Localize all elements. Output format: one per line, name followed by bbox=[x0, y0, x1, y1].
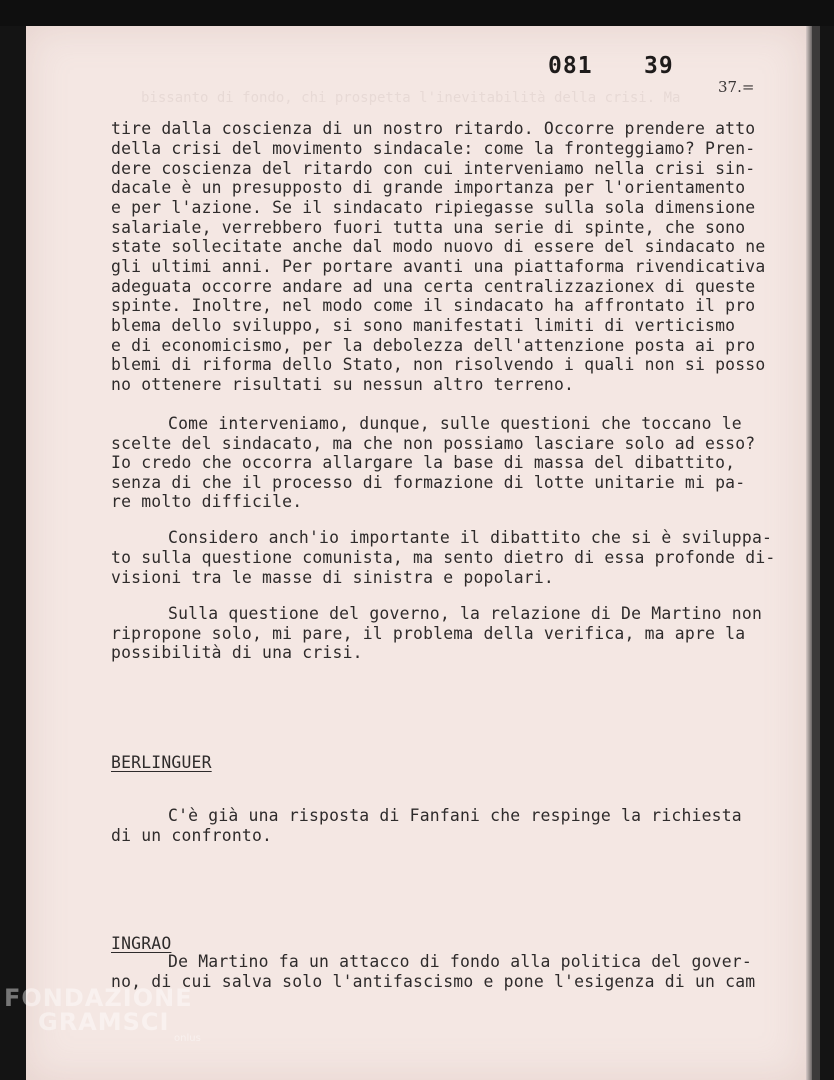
page-number-secondary: 39 bbox=[644, 53, 674, 79]
scan-background-right bbox=[812, 26, 820, 1080]
scan-background-top bbox=[0, 0, 834, 26]
text-line: Considero anch'io importante il dibattito che si è sviluppa- bbox=[168, 528, 773, 547]
text-line: dere coscienza del ritardo con cui interveniamo nella crisi sin- bbox=[111, 159, 756, 178]
text-line: spinte. Inoltre, nel modo come il sindacato ha affrontato il pro bbox=[111, 296, 756, 315]
text-line: e per l'azione. Se il sindacato ripiegasse sulla sola dimensione bbox=[111, 198, 756, 217]
text-line: visioni tra le masse di sinistra e popolari. bbox=[111, 568, 554, 587]
watermark-line: GRAMSCI bbox=[38, 1008, 170, 1036]
text-line: Io credo che occorra allargare la base di massa del dibattito, bbox=[111, 453, 736, 472]
text-line: di un confronto. bbox=[111, 826, 273, 845]
text-line: to sulla questione comunista, ma sento dietro di essa profonde di- bbox=[111, 548, 776, 567]
text-line: no ottenere risultati su nessun altro terreno. bbox=[111, 375, 575, 394]
text-line: scelte del sindacato, ma che non possiamo lasciare solo ad esso? bbox=[111, 434, 756, 453]
text-line: adeguata occorre andare ad una certa centralizzazionex di queste bbox=[111, 277, 756, 296]
text-line: state sollecitate anche dal modo nuovo di essere del sindacato ne bbox=[111, 237, 766, 256]
speaker-name: INGRAO bbox=[111, 934, 172, 953]
handwritten-page-number: 37.= bbox=[718, 78, 755, 96]
text-line: possibilità di una crisi. bbox=[111, 643, 363, 662]
text-line: gli ultimi anni. Per portare avanti una piattaforma rivendicativa bbox=[111, 257, 766, 276]
text-line: tire dalla coscienza di un nostro ritardo. Occorre prendere atto bbox=[111, 119, 756, 138]
text-line: C'è già una risposta di Fanfani che respinge la richiesta bbox=[168, 806, 742, 825]
text-line: Sulla questione del governo, la relazione di De Martino non bbox=[168, 604, 763, 623]
text-line: re molto difficile. bbox=[111, 492, 303, 511]
text-line: senza di che il processo di formazione di lotte unitarie mi pa- bbox=[111, 473, 746, 492]
text-line: blema dello sviluppo, si sono manifestati limiti di verticismo bbox=[111, 316, 736, 335]
text-line: De Martino fa un attacco di fondo alla politica del gover- bbox=[168, 952, 752, 971]
text-line: no, di cui salva solo l'antifascismo e pone l'esigenza di un cam bbox=[111, 972, 756, 991]
page-number-primary: 081 bbox=[548, 53, 593, 79]
bleed-through-text: bissanto di fondo, chi prospetta l'inevitabilità della crisi. Ma bbox=[141, 90, 681, 106]
text-line: della crisi del movimento sindacale: come la fronteggiamo? Pren- bbox=[111, 139, 756, 158]
archive-watermark bbox=[4, 986, 201, 1044]
speaker-name: BERLINGUER bbox=[111, 753, 212, 772]
text-line: salariale, verrebbero fuori tutta una serie di spinte, che sono bbox=[111, 218, 746, 237]
watermark-line: onlus bbox=[174, 1033, 201, 1044]
text-line: ripropone solo, mi pare, il problema della verifica, ma apre la bbox=[111, 624, 746, 643]
text-line: e di economicismo, per la debolezza dell'attenzione posta ai pro bbox=[111, 336, 756, 355]
text-line: dacale è un presupposto di grande importanza per l'orientamento bbox=[111, 178, 746, 197]
text-line: Come interveniamo, dunque, sulle questioni che toccano le bbox=[168, 414, 742, 433]
watermark-line: FONDAZIONE bbox=[4, 984, 193, 1012]
text-line: blemi di riforma dello Stato, non risolvendo i quali non si posso bbox=[111, 355, 766, 374]
